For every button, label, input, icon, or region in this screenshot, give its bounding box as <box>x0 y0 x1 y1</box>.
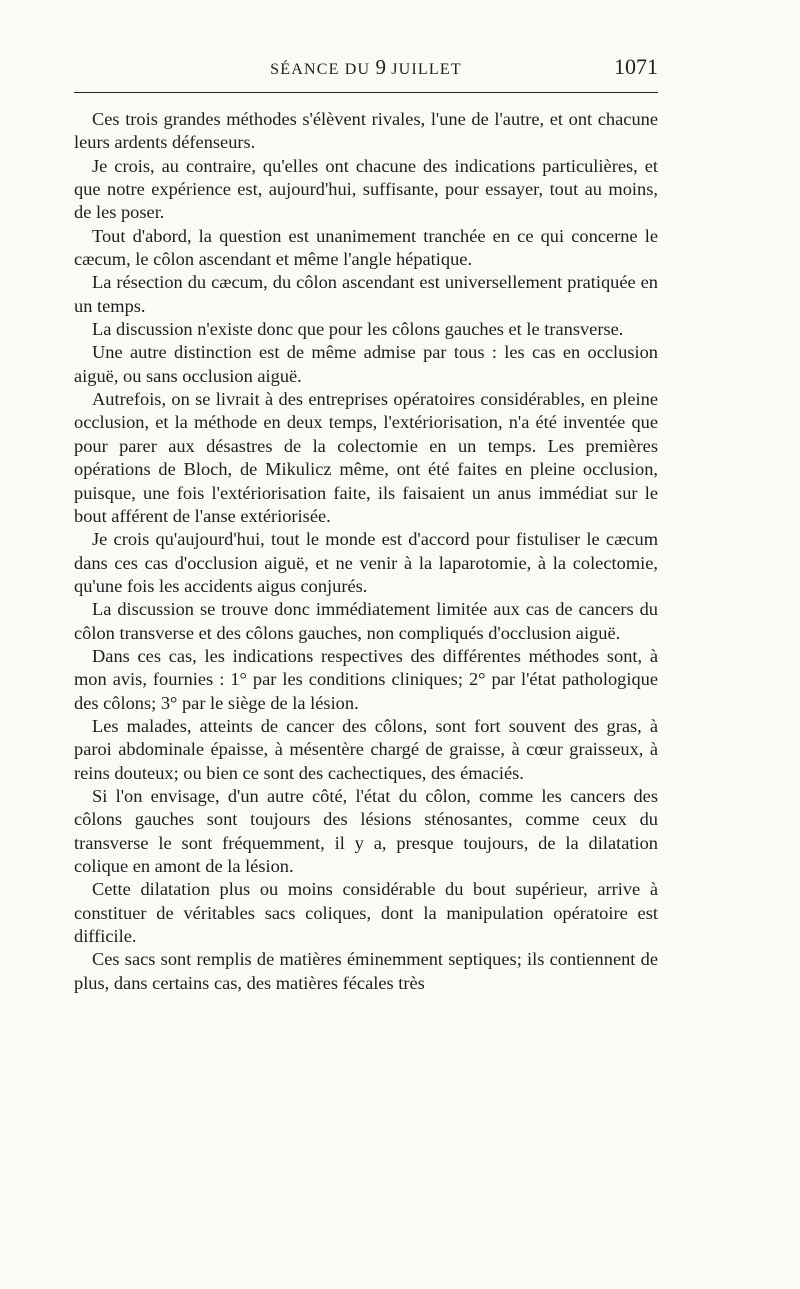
paragraph: La discussion n'existe donc que pour les côlons gauches et le transverse. <box>92 319 624 340</box>
paragraph: Tout d'abord, la question est unanimement tranchée en ce qui concerne le cæcum, le côlon ascendant et même l'angle hépatique. <box>74 225 658 270</box>
page-number: 1071 <box>614 54 658 79</box>
paragraph: Les malades, atteints de cancer des côlons, sont fort souvent des gras, à paroi abdominale épaisse, à mésentère chargé de graisse, à cœur graisseux, à reins douteux; ou bien ce sont des cachectiques, des émaciés. <box>74 715 658 783</box>
body-text <box>74 108 658 995</box>
paragraph: Dans ces cas, les indications respectives des différentes méthodes sont, à mon avis, fournies : 1° par les conditions cliniques; 2° par l'état pathologique des côlons; 3° par le siège de la lésion. <box>74 645 658 713</box>
header-rule <box>74 92 658 93</box>
running-title-prefix: SÉANCE DU <box>270 61 376 78</box>
running-title-day: 9 <box>375 55 387 79</box>
paragraph: Je crois, au contraire, qu'elles ont chacune des indications particulières, et que notre expérience est, aujourd'hui, suffisante, pour essayer, tout au moins, de les poser. <box>74 155 658 223</box>
running-title-month: JUILLET <box>386 61 462 78</box>
paragraph: La discussion se trouve donc immédiatement limitée aux cas de cancers du côlon transverse et des côlons gauches, non compliqués d'occlusion aiguë. <box>74 599 658 643</box>
running-header <box>74 50 658 80</box>
paragraph: Ces trois grandes méthodes s'élèvent rivales, l'une de l'autre, et ont chacune leurs ardents défenseurs. <box>74 109 658 153</box>
paragraph: Ces sacs sont remplis de matières éminemment septiques; ils contiennent de plus, dans certains cas, des matières fécales très <box>74 949 658 993</box>
paragraph: La résection du cæcum, du côlon ascendant est universellement pratiquée en un temps. <box>74 272 658 316</box>
paragraph: Une autre distinction est de même admise par tous : les cas en occlusion aiguë, ou sans occlusion aiguë. <box>74 342 658 386</box>
paragraph: Autrefois, on se livrait à des entreprises opératoires considérables, en pleine occlusion, et la méthode en deux temps, l'extériorisation, n'a été inventée que pour parer aux désastres de la colectomie en un temps. Les premières opérations de Bloch, de Mikulicz même, ont été faites en pleine occlusion, puisque, une fois l'extériorisation faite, ils faisaient un anus immédiat sur le bout afférent de l'anse extériorisée. <box>74 389 658 526</box>
paragraph: Cette dilatation plus ou moins considérable du bout supérieur, arrive à constituer de véritables sacs coliques, dont la manipulation opératoire est difficile. <box>74 879 658 947</box>
paragraph: Si l'on envisage, d'un autre côté, l'état du côlon, comme les cancers des côlons gauches sont toujours des lésions sténosantes, comme ceux du transverse le sont fréquemment, il y a, presque toujours, de la dilatation colique en amont de la lésion. <box>74 785 658 876</box>
paragraph: Je crois qu'aujourd'hui, tout le monde est d'accord pour fistuliser le cæcum dans ces cas d'occlusion aiguë, et ne venir à la laparotomie, à la colectomie, qu'une fois les accidents aigus conjurés. <box>74 529 658 596</box>
running-title <box>270 55 462 80</box>
